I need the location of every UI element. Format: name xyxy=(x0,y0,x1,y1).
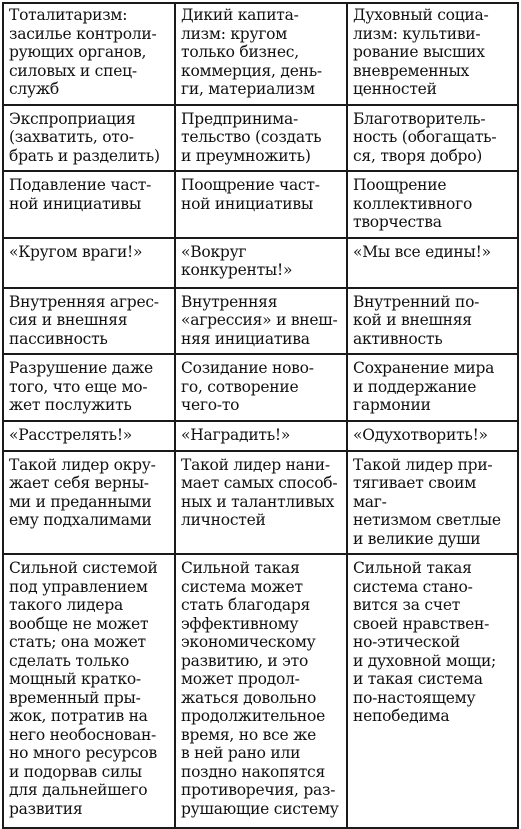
table-row xyxy=(3,354,518,421)
table-cell: Духовный социа- лизм: культиви- рование высших вневременных ценностей xyxy=(347,3,518,105)
table-row xyxy=(3,171,518,238)
table-row xyxy=(3,451,518,555)
table-cell: «Мы все едины!» xyxy=(347,238,518,288)
table-cell: «Наградить!» xyxy=(175,421,347,451)
table-cell: «Вокруг конкуренты!» xyxy=(175,238,347,288)
table-cell: Предпринима- тельство (создать и преумножить) xyxy=(175,105,347,172)
table-row xyxy=(3,105,518,172)
table-cell: Сильной такая система стано- вится за счет своей нравствен- но-этической и духовной мощи; и такая система по-настоящему непобедима xyxy=(347,554,518,828)
table-cell: Внутренняя агрес- сия и внешняя пассивность xyxy=(3,288,175,355)
table-cell: Тоталитаризм: засилье контроли- рующих органов, силовых и спец- служб xyxy=(3,3,175,105)
table-cell: Сильной системой под управлением такого лидера вообще не может стать; она может сделать только мощный кратко- временный пры- жок, потратив на него необоснован- но много ресурсов и подорвав силы для дальнейшего развития xyxy=(3,554,175,828)
table-row xyxy=(3,554,518,828)
table-cell: Такой лидер нани- мает самых способ- ных и талантливых личностей xyxy=(175,451,347,555)
table-row xyxy=(3,238,518,288)
table-cell: «Одухотворить!» xyxy=(347,421,518,451)
table-cell: Поощрение коллективного творчества xyxy=(347,171,518,238)
table-cell: Подавление част- ной инициативы xyxy=(3,171,175,238)
table-cell: Созидание ново- го, сотворение чего-то xyxy=(175,354,347,421)
table-cell: Дикий капита- лизм: кругом только бизнес, коммерция, день- ги, материализм xyxy=(175,3,347,105)
table-row xyxy=(3,288,518,355)
table-cell: Сильной такая система может стать благодаря эффективному экономическому развитию, и это может продол- жаться довольно продолжительное время, но все же в ней рано или поздно накопятся противоречия, раз- рушающие систему xyxy=(175,554,347,828)
table-cell: Разрушение даже того, что еще мо- жет послужить xyxy=(3,354,175,421)
table-row xyxy=(3,3,518,105)
comparison-table xyxy=(2,2,519,829)
table-cell: Сохранение мира и поддержание гармонии xyxy=(347,354,518,421)
table-cell: «Кругом враги!» xyxy=(3,238,175,288)
table-cell: Поощрение част- ной инициативы xyxy=(175,171,347,238)
table-cell: Экспроприация (захватить, ото- брать и разделить) xyxy=(3,105,175,172)
table-cell: Благотворитель- ность (обогащать- ся, творя добро) xyxy=(347,105,518,172)
table-cell: Такой лидер при- тягивает своим маг- нетизмом светлые и великие души xyxy=(347,451,518,555)
table-cell: «Расстрелять!» xyxy=(3,421,175,451)
table-cell: Внутренний по- кой и внешняя активность xyxy=(347,288,518,355)
table-row xyxy=(3,421,518,451)
table-cell: Внутренняя «агрессия» и внеш- няя инициатива xyxy=(175,288,347,355)
table-cell: Такой лидер окру- жает себя верны- ми и преданными ему подхалимами xyxy=(3,451,175,555)
